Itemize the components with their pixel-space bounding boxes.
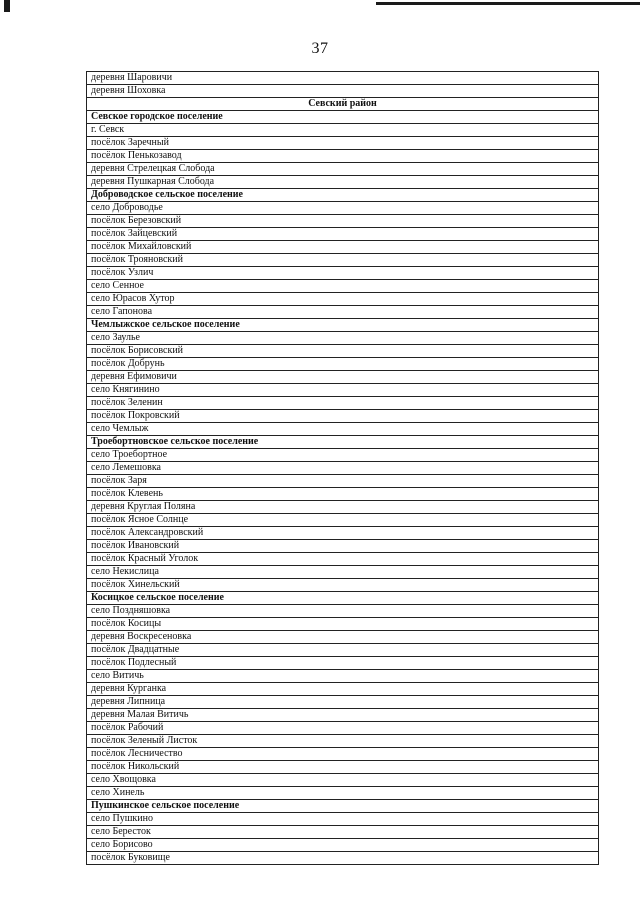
locality-name: село Заулье [87,332,599,345]
locality-name: посёлок Хинельский [87,579,599,592]
table-row [87,683,599,696]
table-row [87,254,599,267]
page-number: 37 [311,40,329,57]
locality-name: село Сенное [87,280,599,293]
locality-name: посёлок Трояновский [87,254,599,267]
locality-name: деревня Шаровичи [87,72,599,85]
table-row [87,514,599,527]
table-row [87,241,599,254]
region-title: Севский район [87,98,599,111]
locality-name: село Борисово [87,839,599,852]
settlement-heading-row [87,436,599,449]
table-row [87,579,599,592]
locality-name: посёлок Рабочий [87,722,599,735]
locality-name: посёлок Лесничество [87,748,599,761]
table-row [87,787,599,800]
locality-name: село Поздняшовка [87,605,599,618]
locality-name: село Хинель [87,787,599,800]
locality-name: посёлок Зайцевский [87,228,599,241]
table-row [87,566,599,579]
settlement-heading-row [87,800,599,813]
settlement-heading-row [87,319,599,332]
locality-name: село Юрасов Хутор [87,293,599,306]
locality-name: посёлок Березовский [87,215,599,228]
locality-name: деревня Воскресеновка [87,631,599,644]
table-row [87,813,599,826]
table-row [87,371,599,384]
table-row [87,826,599,839]
table-row [87,657,599,670]
locality-name: село Лемешовка [87,462,599,475]
locality-name: посёлок Заречный [87,137,599,150]
settlement-heading-row [87,189,599,202]
table-row [87,124,599,137]
locality-name: посёлок Косицы [87,618,599,631]
locality-name: посёлок Узлич [87,267,599,280]
locality-name: посёлок Зеленин [87,397,599,410]
table-row [87,176,599,189]
locality-name: село Троебортное [87,449,599,462]
table-row [87,72,599,85]
region-heading-row [87,98,599,111]
table-row [87,709,599,722]
table-row [87,501,599,514]
settlement-name: Севское городское поселение [87,111,599,124]
settlement-heading-row [87,111,599,124]
table-row [87,839,599,852]
table-row [87,202,599,215]
table-row [87,410,599,423]
table-row [87,553,599,566]
table-row [87,540,599,553]
table-row [87,423,599,436]
settlement-name: Доброводское сельское поселение [87,189,599,202]
settlement-name: Пушкинское сельское поселение [87,800,599,813]
table-row [87,696,599,709]
settlement-name: Чемлыжское сельское поселение [87,319,599,332]
table-row [87,163,599,176]
table-row [87,852,599,865]
locality-name: село Пушкино [87,813,599,826]
table-row [87,306,599,319]
table-row [87,670,599,683]
settlements-table [86,71,599,865]
locality-name: деревня Пушкарная Слобода [87,176,599,189]
locality-name: посёлок Борисовский [87,345,599,358]
table-row [87,644,599,657]
locality-name: посёлок Ивановский [87,540,599,553]
table-row [87,267,599,280]
locality-name: посёлок Подлесный [87,657,599,670]
locality-name: посёлок Заря [87,475,599,488]
table-row [87,397,599,410]
locality-name: посёлок Ясное Солнце [87,514,599,527]
settlement-heading-row [87,592,599,605]
locality-name: посёлок Двадцатные [87,644,599,657]
locality-name: село Княгинино [87,384,599,397]
table-row [87,137,599,150]
table-row [87,488,599,501]
table-row [87,449,599,462]
locality-name: посёлок Добрунь [87,358,599,371]
table-row [87,618,599,631]
locality-name: деревня Круглая Поляна [87,501,599,514]
table-row [87,761,599,774]
table-row [87,85,599,98]
settlement-name: Троебортновское сельское поселение [87,436,599,449]
settlement-name: Косицкое сельское поселение [87,592,599,605]
table-row [87,228,599,241]
locality-name: деревня Ефимовичи [87,371,599,384]
locality-name: посёлок Александровский [87,527,599,540]
table-row [87,462,599,475]
locality-name: село Доброводье [87,202,599,215]
table-row [87,215,599,228]
locality-name: посёлок Красный Уголок [87,553,599,566]
locality-name: деревня Стрелецкая Слобода [87,163,599,176]
locality-name: деревня Липница [87,696,599,709]
table-row [87,475,599,488]
locality-name: село Чемлыж [87,423,599,436]
table-row [87,293,599,306]
locality-name: посёлок Михайловский [87,241,599,254]
table-body [87,72,599,865]
locality-name: посёлок Клевень [87,488,599,501]
table-row [87,631,599,644]
locality-name: село Гапонова [87,306,599,319]
table-row [87,722,599,735]
locality-name: посёлок Покровский [87,410,599,423]
table-row [87,384,599,397]
locality-name: деревня Шоховка [87,85,599,98]
table-row [87,280,599,293]
table-row [87,735,599,748]
scan-edge-bar [376,2,640,5]
locality-name: деревня Малая Витичь [87,709,599,722]
scan-corner-mark [4,0,10,12]
locality-name: село Некислица [87,566,599,579]
locality-name: село Хвощовка [87,774,599,787]
locality-name: село Бересток [87,826,599,839]
table-row [87,358,599,371]
locality-name: посёлок Буковище [87,852,599,865]
table-row [87,332,599,345]
table-row [87,774,599,787]
locality-name: г. Севск [87,124,599,137]
locality-name: посёлок Зеленый Листок [87,735,599,748]
locality-name: посёлок Пенькозавод [87,150,599,163]
table-row [87,150,599,163]
table-row [87,748,599,761]
locality-name: посёлок Никольский [87,761,599,774]
locality-name: село Витичь [87,670,599,683]
table-row [87,605,599,618]
table-row [87,527,599,540]
table-row [87,345,599,358]
locality-name: деревня Курганка [87,683,599,696]
